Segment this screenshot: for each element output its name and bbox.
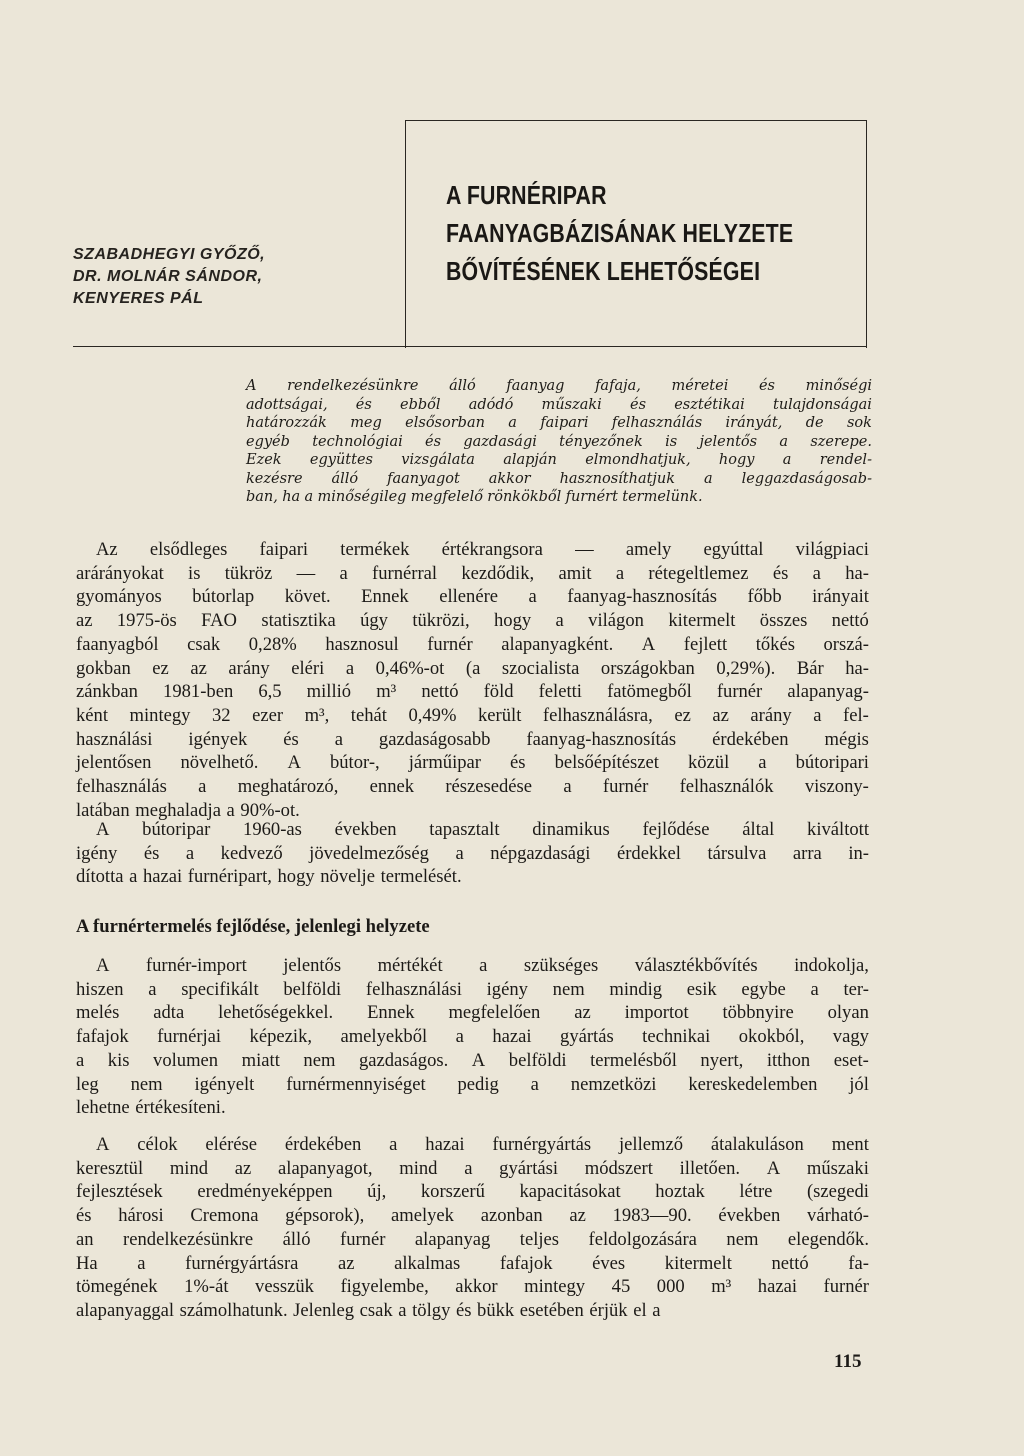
page-number: 115: [834, 1351, 862, 1372]
section-heading: A furnértermelés fejlődése, jelenlegi helyzete: [76, 916, 430, 937]
text-line: az 1975-ös FAO statisztika úgy tükrözi, hogy a világon kitermelt összes nettó: [76, 610, 869, 632]
text-line: ban, ha a minőségileg megfelelő rönkökből furnért termelünk.: [246, 489, 703, 505]
text-line: Az elsődleges faipari termékek értékrangsora — amely egyúttal világpiaci: [96, 539, 869, 560]
text-line: kezésre álló faanyagot akkor hasznosíthatjuk a leggazdaságosab-: [246, 470, 872, 487]
text-line: egyéb technológiai és gazdasági tényezőnek is jelentős a szerepe.: [246, 433, 872, 450]
paragraph-4: [76, 1133, 869, 1323]
text-line: és hárosi Cremona gépsorok), amelyek azonban az 1983—90. években várható-: [76, 1205, 869, 1227]
text-line: keresztül mind az alapanyagot, mind a gyártási módszert illetően. A műszaki: [76, 1157, 869, 1179]
text-line: arárányokat is tükröz — a furnérral kezdődik, amit a rétegeltlemez és a ha-: [76, 562, 869, 584]
text-line: lehetne értékesíteni.: [76, 1097, 226, 1119]
paragraph-1: [76, 538, 869, 822]
article-title: [446, 176, 794, 290]
author-list: [73, 244, 393, 310]
text-line: Ezek együttes vizsgálata alapján elmondhatjuk, hogy a rendel-: [246, 452, 872, 468]
text-line: zánkban 1981-ben 6,5 millió m³ nettó föld feletti fatömegből furnér alapanyag-: [76, 681, 869, 703]
text-line: tömegének 1%-át vesszük figyelembe, akkor mintegy 45 000 m³ hazai furnér: [76, 1276, 869, 1298]
text-line: leg nem igényelt furnérmennyiséget pedig a nemzetközi kereskedelemben jól: [76, 1073, 869, 1095]
text-line: gyományos bútorlap követ. Ennek ellenére a faanyag-hasznosítás főbb irányait: [76, 586, 869, 608]
text-line: felhasználás a meghatározó, ennek részesedése a furnér felhasználók viszony-: [76, 776, 869, 798]
text-line: dította a hazai furnéripart, hogy növelje termelését.: [76, 866, 462, 888]
title-line: A FURNÉRIPAR: [446, 180, 607, 210]
paragraph-3: [76, 954, 869, 1120]
title-line: FAANYAGBÁZISÁNAK HELYZETE: [446, 218, 794, 248]
text-line: alapanyaggal számolhatunk. Jelenleg csak a tölgy és bükk esetében érjük el a: [76, 1299, 661, 1321]
paragraph-2: [76, 818, 869, 889]
header-rule-bottom: [73, 346, 867, 347]
text-line: faanyagból csak 0,28% hasznosul furnér alapanyagként. A fejlett tőkés orszá-: [76, 633, 869, 655]
header-rule-left: [405, 120, 406, 348]
author-name: KENYERES PÁL: [73, 290, 204, 307]
text-line: használási igények és a gazdaságosabb faanyag-hasznosítás érdekében mégis: [76, 728, 869, 750]
text-line: ként mintegy 32 ezer m³, tehát 0,49% került felhasználásra, ez az arány a fel-: [76, 704, 869, 726]
text-line: A rendelkezésünkre álló faanyag fafaja, méretei és minőségi: [246, 378, 872, 394]
text-line: határozzák meg elsősorban a faipari felhasználás irányát, de sok: [246, 415, 872, 431]
title-line: BŐVÍTÉSÉNEK LEHETŐSÉGEI: [446, 256, 761, 286]
text-line: fejlesztések eredményeképpen új, korszerű kapacitásokat hoztak létre (szegedi: [76, 1181, 869, 1203]
header-rule-top: [405, 120, 867, 121]
header-rule-right: [866, 120, 867, 348]
text-line: fafajok furnérjai képezik, amelyekből a hazai gyártás technikai okokból, vagy: [76, 1026, 869, 1048]
text-line: jelentősen növelhető. A bútor-, járműipar és belsőépítészet közül a bútoripari: [76, 752, 869, 774]
text-line: an rendelkezésünkre álló furnér alapanyag teljes feldolgozására nem elegendők.: [76, 1228, 869, 1250]
author-name: DR. MOLNÁR SÁNDOR,: [73, 268, 263, 285]
text-line: adottságai, és ebből adódó műszaki és esztétikai tulajdonságai: [246, 396, 872, 413]
text-line: gokban ez az arány eléri a 0,46%-ot (a szocialista országokban 0,29%). Bár ha-: [76, 657, 869, 679]
text-line: hiszen a specifikált belföldi felhasználási igény nem mindig esik egybe a ter-: [76, 978, 869, 1000]
abstract: [246, 377, 872, 507]
text-line: igény és a kedvező jövedelmezőség a népgazdasági érdekkel társulva arra in-: [76, 842, 869, 864]
text-line: Ha a furnérgyártásra az alkalmas fafajok éves kitermelt nettó fa-: [76, 1252, 869, 1274]
text-line: a kis volumen miatt nem gazdaságos. A belföldi termelésből nyert, itthon eset-: [76, 1049, 869, 1071]
author-name: SZABADHEGYI GYŐZŐ,: [73, 246, 266, 263]
text-line: A bútoripar 1960-as években tapasztalt dinamikus fejlődése által kiváltott: [96, 819, 869, 840]
text-line: A furnér-import jelentős mértékét a szükséges választékbővítés indokolja,: [96, 955, 869, 976]
text-line: latában meghaladja a 90%-ot.: [76, 799, 300, 821]
text-line: melés adta lehetőségekkel. Ennek megfelelően az importot többnyire olyan: [76, 1002, 869, 1024]
text-line: A célok elérése érdekében a hazai furnérgyártás jellemző átalakuláson ment: [96, 1134, 869, 1155]
